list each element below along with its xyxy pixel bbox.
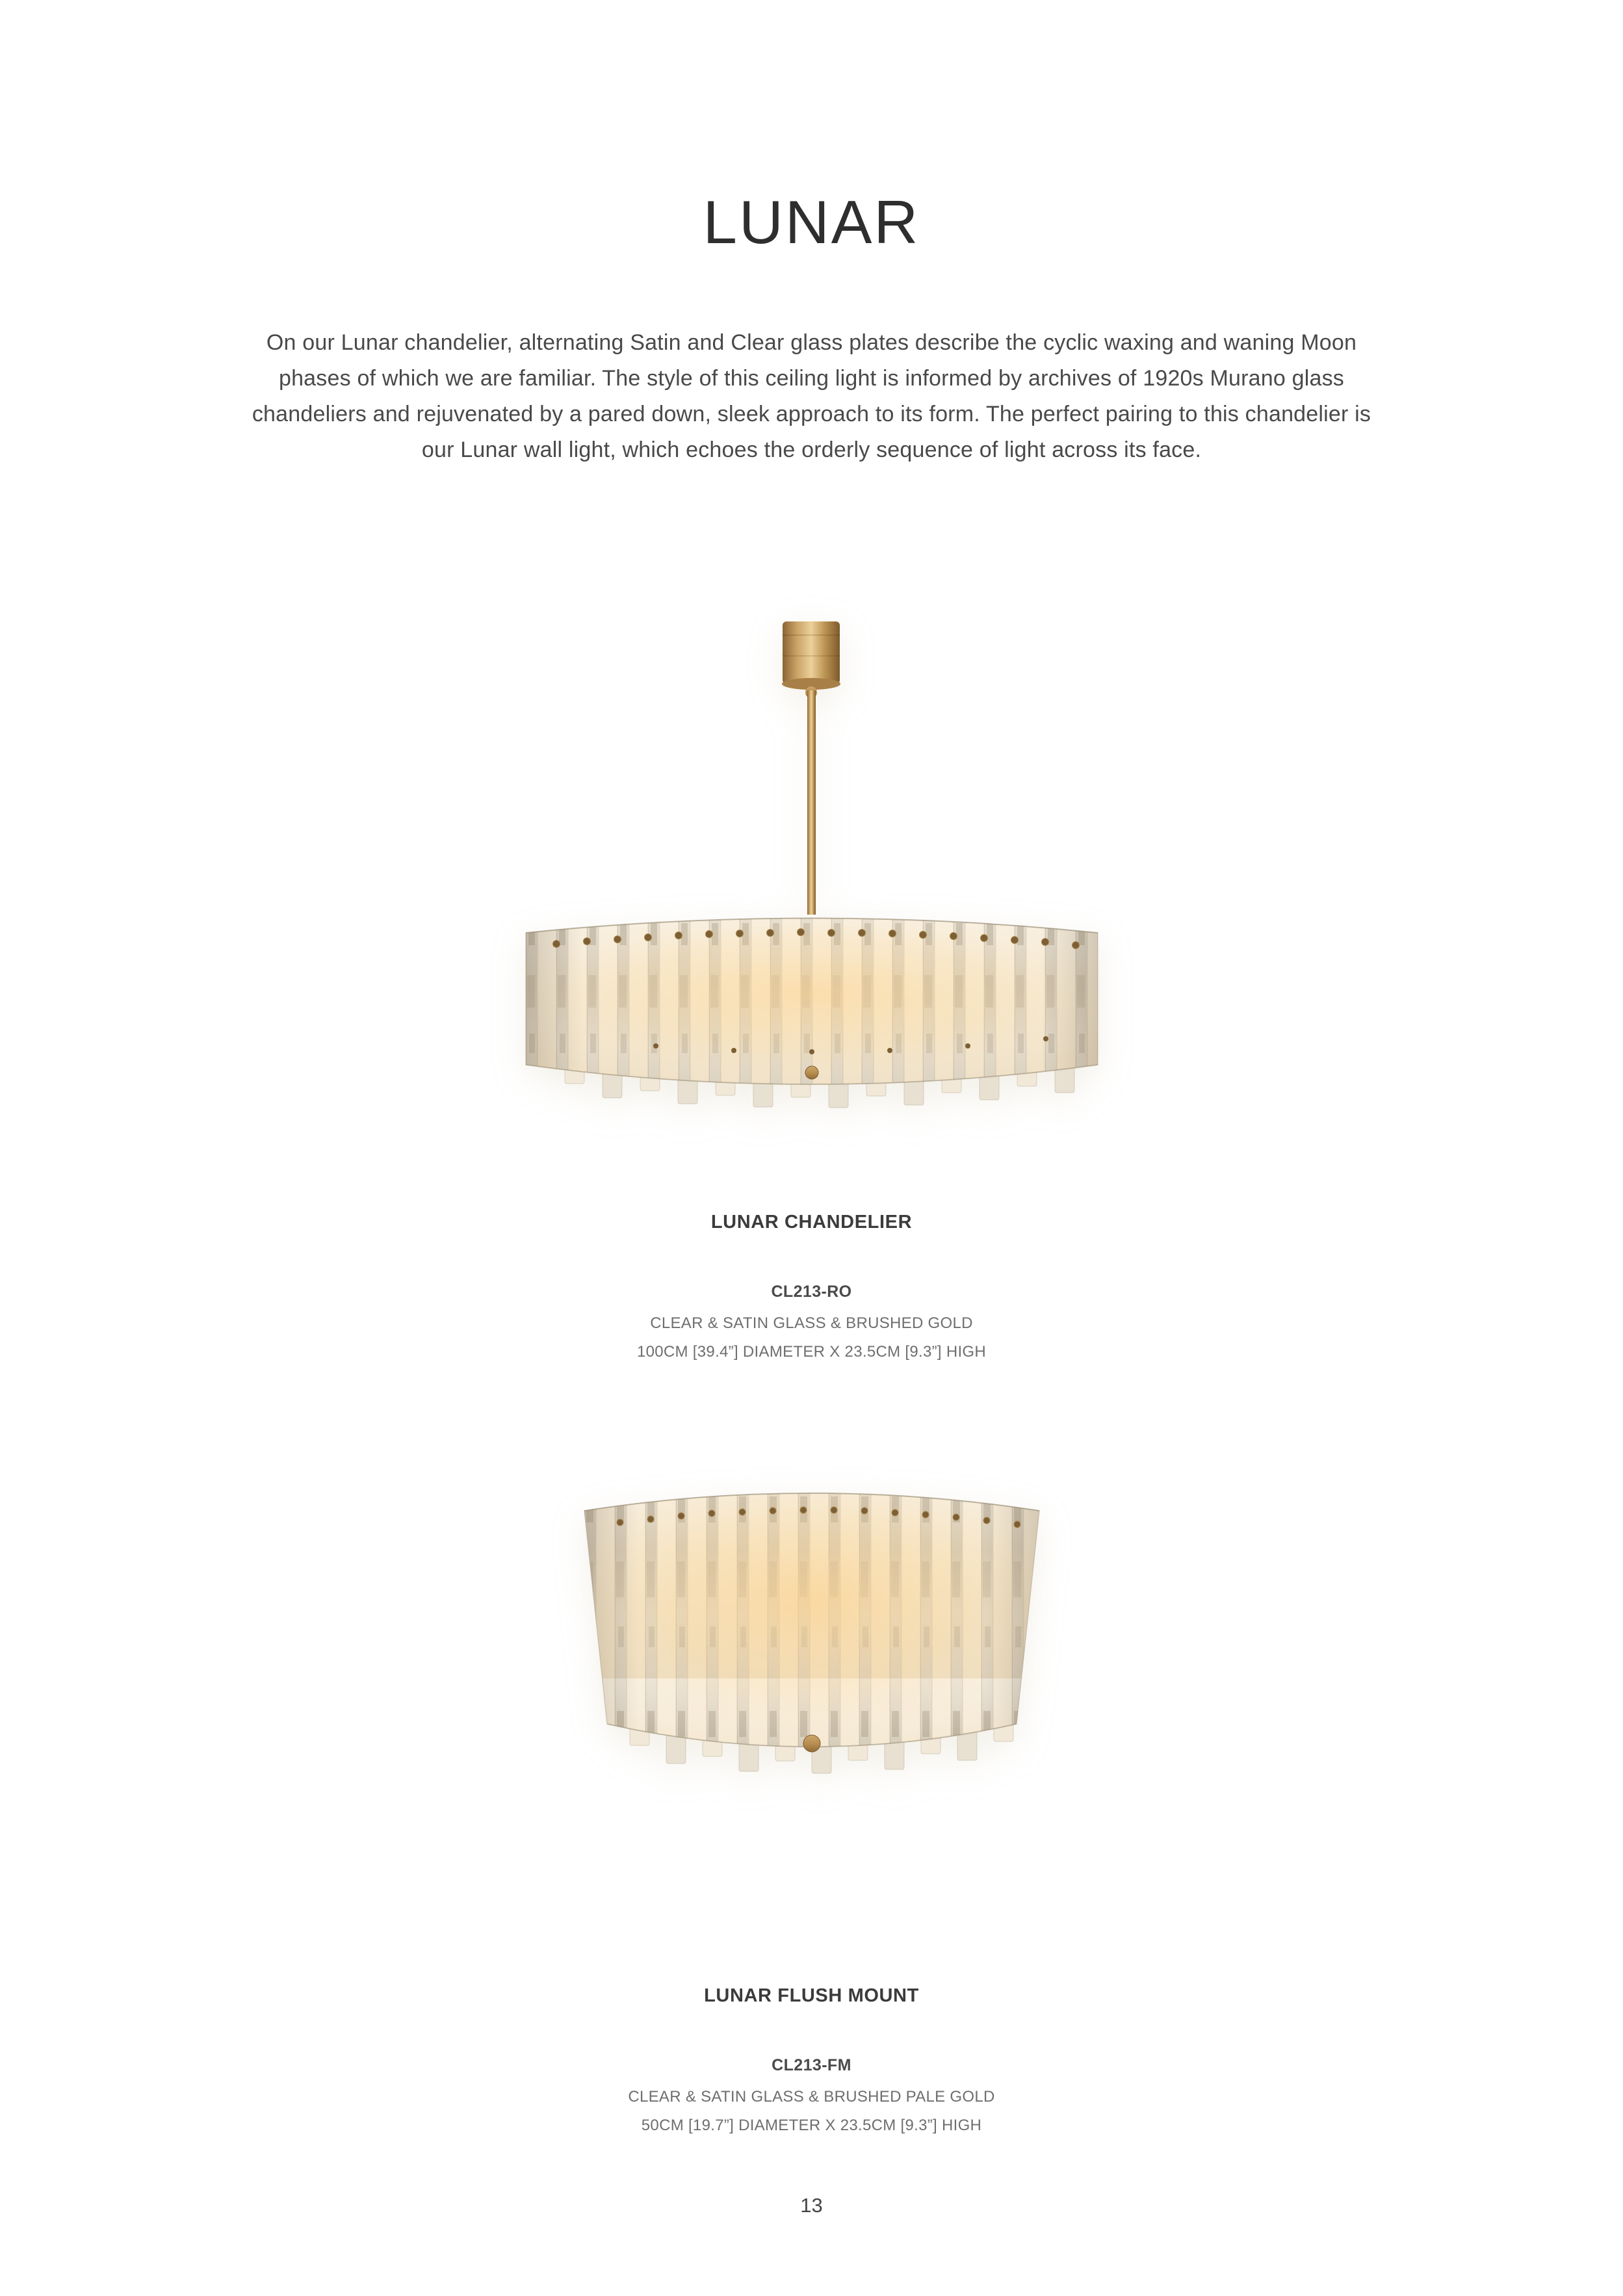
glass-drum (526, 919, 1098, 1108)
description-line: phases of which we are familiar. The style of this ceiling light is informed by archives of 1920s Murano glass (278, 366, 1345, 391)
brass-finial (805, 1066, 818, 1079)
glass-drum (584, 1493, 1039, 1773)
product-code: CL213-RO (771, 1283, 852, 1301)
description-line: our Lunar wall light, which echoes the orderly sequence of light across its face. (421, 437, 1202, 462)
product-dimensions: 100CM [39.4”] DIAMETER X 23.5CM [9.3”] HIGH (636, 1343, 987, 1361)
product-name: LUNAR CHANDELIER (710, 1212, 913, 1233)
brass-stem-rod (807, 690, 816, 915)
flush-mount-caption (0, 1984, 1623, 2137)
product-materials: CLEAR & SATIN GLASS & BRUSHED PALE GOLD (628, 2088, 995, 2106)
flush-mount-figure (565, 1464, 1059, 1828)
product-materials: CLEAR & SATIN GLASS & BRUSHED GOLD (650, 1314, 973, 1332)
chandelier-figure (506, 618, 1117, 1112)
page-title: LUNAR (703, 188, 920, 256)
drum-edge-shading (526, 919, 1098, 1085)
chandelier-image (506, 618, 1117, 1112)
drum-edge-shading (584, 1493, 1039, 1747)
flush-mount-image (565, 1464, 1059, 1828)
brass-finial (803, 1735, 820, 1752)
product-description (0, 325, 1623, 468)
product-name: LUNAR FLUSH MOUNT (704, 1985, 919, 2006)
page-number: 13 (800, 2194, 823, 2217)
product-code: CL213-FM (772, 2056, 851, 2074)
chandelier-caption (0, 1210, 1623, 1364)
description-line: chandeliers and rejuvenated by a pared down, sleek approach to its form. The perfect pairing to this chandelier is (252, 402, 1371, 426)
description-line: On our Lunar chandelier, alternating Satin and Clear glass plates describe the cyclic waxing and waning Moon (266, 330, 1357, 355)
brass-canopy (782, 621, 840, 698)
product-dimensions: 50CM [19.7”] DIAMETER X 23.5CM [9.3”] HIGH (641, 2117, 982, 2134)
